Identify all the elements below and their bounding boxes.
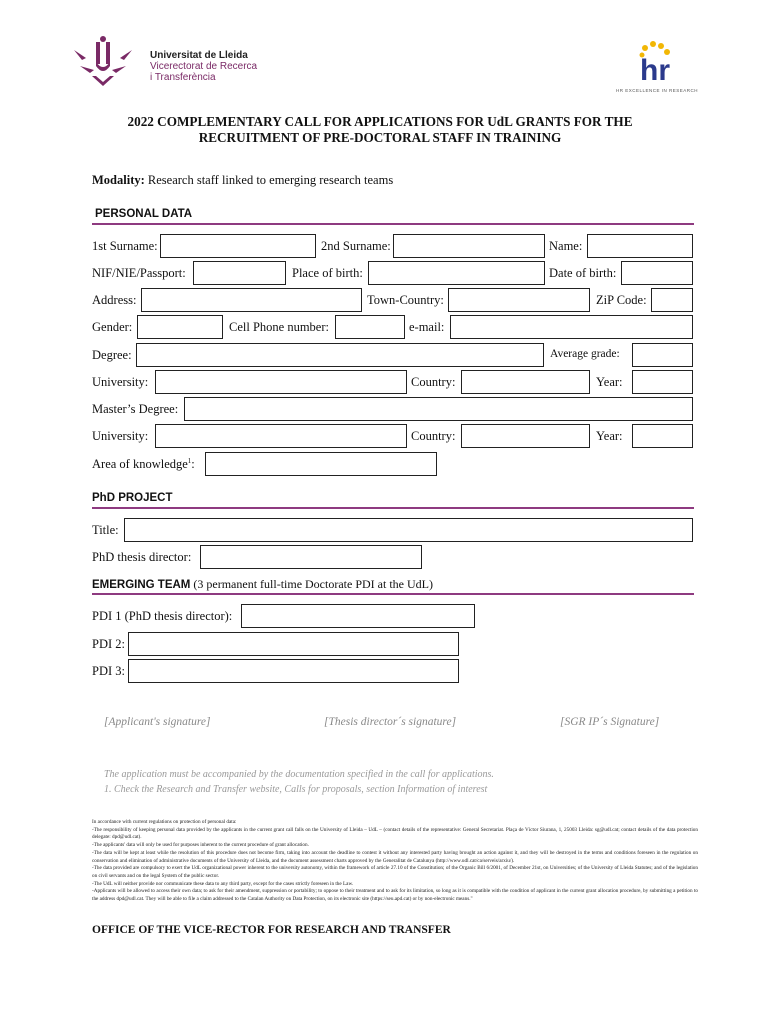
country2-label: Country: xyxy=(411,429,456,443)
address-input[interactable] xyxy=(141,288,362,312)
place-birth-input[interactable] xyxy=(368,261,545,285)
country1-label: Country: xyxy=(411,375,456,389)
footer-office: OFFICE OF THE VICE-RECTOR FOR RESEARCH AND TRANSFER xyxy=(92,924,451,936)
section-heading-phd: PhD PROJECT xyxy=(92,492,173,504)
university-name: Universitat de Lleida xyxy=(150,50,248,61)
date-birth-input[interactable] xyxy=(621,261,693,285)
director-signature[interactable]: [Thesis director´s signature] xyxy=(324,716,457,728)
nif-input[interactable] xyxy=(193,261,286,285)
vicerectorat-line1: Vicerectorat de Recerca xyxy=(150,61,258,72)
team-subheading: (3 permanent full-time Doctorate PDI at the UdL) xyxy=(190,577,433,591)
pdi3-label: PDI 3: xyxy=(92,664,125,678)
email-input[interactable] xyxy=(450,315,693,339)
section-divider xyxy=(92,593,694,595)
phone-label: Cell Phone number: xyxy=(229,320,329,334)
country1-input[interactable] xyxy=(461,370,590,394)
degree-input[interactable] xyxy=(136,343,544,367)
modality-label: Modality: xyxy=(92,173,145,187)
year2-input[interactable] xyxy=(632,424,693,448)
modality-value: Research staff linked to emerging research teams xyxy=(147,173,394,187)
pdi2-label: PDI 2: xyxy=(92,637,125,651)
legal-p1: In accordance with current regulations on protection of personal data: xyxy=(92,819,237,825)
legal-text xyxy=(92,819,698,904)
town-input[interactable] xyxy=(448,288,590,312)
surname2-label: 2nd Surname: xyxy=(321,239,391,253)
address-label: Address: xyxy=(92,293,137,307)
masters-label: Master’s Degree: xyxy=(92,402,179,416)
area-input[interactable] xyxy=(205,452,437,476)
applicant-signature[interactable]: [Applicant's signature] xyxy=(104,716,211,728)
phd-director-label: PhD thesis director: xyxy=(92,550,192,564)
surname2-input[interactable] xyxy=(393,234,545,258)
email-label: e-mail: xyxy=(409,320,445,334)
zip-label: ZiP Code: xyxy=(596,293,647,307)
phone-input[interactable] xyxy=(335,315,405,339)
university-emblem-icon xyxy=(72,36,134,88)
legal-p3: -The applicants' data will only be used for purposes inherent to the current procedure of grant allocation. xyxy=(92,842,309,849)
avg-grade-label: Average grade: xyxy=(550,348,620,360)
note-documentation: The application must be accompanied by the documentation specified in the call for applications. xyxy=(104,769,494,780)
pdi1-input[interactable] xyxy=(241,604,475,628)
phd-director-input[interactable] xyxy=(200,545,422,569)
section-heading-personal: PERSONAL DATA xyxy=(95,208,193,220)
legal-p6: -The UdL will neither provide nor communicate these data to any third party, except for the cases strictly foreseen in the Law. xyxy=(92,880,354,887)
year1-input[interactable] xyxy=(632,370,693,394)
pdi2-input[interactable] xyxy=(128,632,459,656)
year2-label: Year: xyxy=(596,429,623,443)
hr-caption: HR EXCELLENCE IN RESEARCH xyxy=(616,88,699,93)
nif-label: NIF/NIE/Passport: xyxy=(92,266,186,280)
area-label xyxy=(92,457,195,472)
masters-input[interactable] xyxy=(184,397,693,421)
pdi3-input[interactable] xyxy=(128,659,459,683)
page-title xyxy=(60,114,700,146)
area-label-text: Area of knowledge xyxy=(92,457,188,472)
university1-input[interactable] xyxy=(155,370,407,394)
university-logo-text xyxy=(150,50,257,83)
country2-input[interactable] xyxy=(461,424,590,448)
vicerectorat-line2: i Transferència xyxy=(150,72,216,83)
hr-logo-text: hr xyxy=(640,54,670,87)
degree-label: Degree: xyxy=(92,348,132,362)
title-line1: 2022 COMPLEMENTARY CALL FOR APPLICATIONS FOR UdL GRANTS FOR THE xyxy=(127,114,633,129)
section-divider xyxy=(92,223,694,225)
phd-title-label: Title: xyxy=(92,523,119,537)
sgr-signature[interactable]: [SGR IP´s Signature] xyxy=(560,716,660,728)
name-input[interactable] xyxy=(587,234,693,258)
modality xyxy=(92,173,393,188)
zip-input[interactable] xyxy=(651,288,693,312)
university2-label: University: xyxy=(92,429,149,443)
legal-p5: -The data provided are compulsory to exert the UdL organizational power inherent to the university autonomy, within the framework of article 27.10 of the Constitution; of the Organic Bill 6/2001, of December 21st, on Universities; of the University of Lleida Statutes; and of the legislation on civil servants and on the legal System of the public sector. xyxy=(92,865,698,879)
legal-p4: -The data will be kept at least while the resolution of this procedure does not become firm, taking into account the deadline to contest it without any interested party having brought an action against it, and they will be destroyed in the terms and conditions foreseen in the regulation on conservation and elimination of administrative documents of the University of Lleida, and the document assessment charts approved by the Generalitat de Catalunya (http://www.udl.cat/ca/serveis/arxiu/). xyxy=(92,849,698,864)
university2-input[interactable] xyxy=(155,424,407,448)
surname1-input[interactable] xyxy=(160,234,316,258)
university1-label: University: xyxy=(92,375,149,389)
avg-grade-input[interactable] xyxy=(632,343,693,367)
place-birth-label: Place of birth: xyxy=(292,266,363,280)
section-divider xyxy=(92,507,694,509)
legal-p2: -The responsibility of keeping personal data provided by the applicants in the current grant call falls on the University of Lleida – UdL – (contact details of the representative: General Secretariat. Plaça de Víctor Siurana, 1, 25003 Lleida: sg@udl.cat; contact details of the data protection delegate: dpd@udl.cat). xyxy=(92,826,698,841)
name-label: Name: xyxy=(549,239,583,253)
note-footnote: 1. Check the Research and Transfer website, Calls for proposals, section Information of interest xyxy=(104,784,488,795)
town-label: Town-Country: xyxy=(367,293,444,307)
gender-input[interactable] xyxy=(137,315,223,339)
surname1-label: 1st Surname: xyxy=(92,239,158,253)
title-line2: RECRUITMENT OF PRE-DOCTORAL STAFF IN TRAINING xyxy=(198,130,562,145)
phd-title-input[interactable] xyxy=(124,518,693,542)
team-heading: EMERGING TEAM xyxy=(92,579,191,591)
legal-p7: -Applicants will be allowed to access their own data; to ask for their amendment, suppression or portability; to oppose to their treatment and to ask for its limitation, so long as it is compatible with the condition of applicant in the current grant allocation procedure, by submitting a petition to the address dpd@udl.cat. They will be able to file a claim addressed to the Catalan Authority on Data Protection, on its electronic site (https://seu.apd.cat) or by non-electronic means." xyxy=(92,888,698,903)
pdi1-label: PDI 1 (PhD thesis director): xyxy=(92,609,233,623)
area-label-colon: : xyxy=(191,457,195,472)
section-heading-team xyxy=(92,577,433,592)
year1-label: Year: xyxy=(596,375,623,389)
gender-label: Gender: xyxy=(92,320,133,334)
date-birth-label: Date of birth: xyxy=(549,266,617,280)
area-footnote-mark: 1 xyxy=(187,457,192,465)
